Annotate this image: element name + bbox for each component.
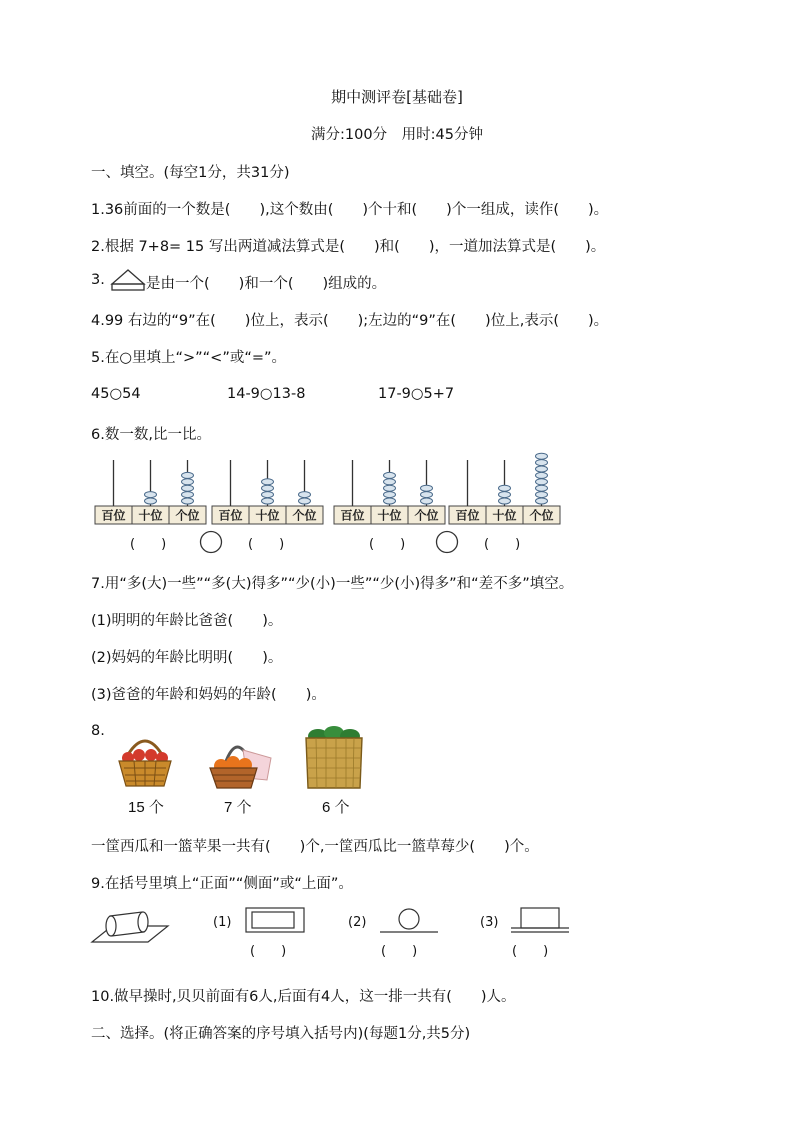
abacus-paren-2: ( ) bbox=[248, 537, 285, 552]
abacus-bead bbox=[536, 498, 548, 504]
compare-item-2: 14-9○13-8 bbox=[227, 386, 306, 402]
abacus-place-label: 个位 bbox=[414, 508, 439, 523]
view-paren-3: ( ) bbox=[512, 944, 549, 959]
abacus-bead bbox=[299, 492, 311, 498]
abacus-bead bbox=[262, 498, 274, 504]
abacus-paren-4: ( ) bbox=[484, 537, 521, 552]
compare-circle-1 bbox=[199, 530, 223, 554]
abacus-bead bbox=[262, 492, 274, 498]
abacus-place-label: 个位 bbox=[175, 508, 200, 523]
orange-count: 7 个 bbox=[224, 799, 252, 816]
abacus-bead bbox=[262, 485, 274, 491]
abacus-bead bbox=[536, 453, 548, 459]
front-view-rectangle-icon bbox=[244, 906, 306, 934]
question-7-1: (1)明明的年龄比爸爸( )。 bbox=[91, 613, 283, 629]
watermelon-basket-icon bbox=[302, 724, 366, 790]
abacus-bead bbox=[499, 498, 511, 504]
abacus-paren-3: ( ) bbox=[369, 537, 406, 552]
question-3-number: 3. bbox=[91, 272, 105, 288]
abacus-bead bbox=[499, 492, 511, 498]
question-4: 4.99 右边的“9”在( )位上，表示( );左边的“9”在( )位上,表示( )。 bbox=[91, 313, 609, 329]
cylinder-on-board-icon bbox=[90, 908, 170, 946]
abacus-place-label: 十位 bbox=[377, 508, 402, 523]
page-subtitle: 满分:100分 用时:45分钟 bbox=[311, 127, 483, 143]
abacus-bead bbox=[182, 479, 194, 485]
strawberry-basket-icon bbox=[114, 728, 176, 790]
abacus-bead bbox=[299, 498, 311, 504]
view-label-3: (3) bbox=[480, 915, 499, 930]
abacus-bead bbox=[384, 479, 396, 485]
view-label-1: (1) bbox=[213, 915, 232, 930]
abacus-place-label: 个位 bbox=[292, 508, 317, 523]
abacus-place-label: 百位 bbox=[455, 508, 480, 523]
abacus-bead bbox=[145, 492, 157, 498]
abacus-bead bbox=[182, 485, 194, 491]
page-title: 期中测评卷[基础卷] bbox=[331, 88, 463, 106]
abacus-bead bbox=[182, 492, 194, 498]
abacus-place-label: 个位 bbox=[529, 508, 554, 523]
question-1: 1.36前面的一个数是( ),这个数由( )个十和( )个一组成，读作( )。 bbox=[91, 202, 609, 218]
abacus-place-label: 百位 bbox=[218, 508, 243, 523]
abacus-bead bbox=[384, 492, 396, 498]
abacus-bead bbox=[536, 479, 548, 485]
abacus-bead bbox=[536, 466, 548, 472]
abacus-bead bbox=[262, 479, 274, 485]
abacus-bead bbox=[536, 472, 548, 478]
abacus-bead bbox=[384, 498, 396, 504]
question-8-text: 一筐西瓜和一篮苹果一共有( )个,一筐西瓜比一篮草莓少( )个。 bbox=[91, 839, 539, 855]
strawberry-count: 15 个 bbox=[128, 799, 164, 816]
abacus-bead bbox=[182, 498, 194, 504]
question-7-2: (2)妈妈的年龄比明明( )。 bbox=[91, 650, 283, 666]
question-7-3: (3)爸爸的年龄和妈妈的年龄( )。 bbox=[91, 687, 326, 703]
top-view-rectangle-icon bbox=[509, 906, 571, 936]
compare-item-1: 45○54 bbox=[91, 386, 141, 402]
abacus-bead bbox=[421, 492, 433, 498]
view-label-2: (2) bbox=[348, 915, 367, 930]
watermelon-count: 6 个 bbox=[322, 799, 350, 816]
question-8: 8. bbox=[91, 723, 105, 739]
question-9: 9.在括号里填上“正面”“侧面”或“上面”。 bbox=[91, 876, 353, 892]
abacus-bead bbox=[384, 485, 396, 491]
abacus-bead bbox=[536, 485, 548, 491]
abacus-bead bbox=[536, 492, 548, 498]
section-1-heading: 一、填空。(每空1分，共31分) bbox=[91, 165, 290, 181]
compare-item-3: 17-9○5+7 bbox=[378, 386, 455, 402]
abacus-bead bbox=[145, 498, 157, 504]
compare-circle-2 bbox=[435, 530, 459, 554]
abacus-bead bbox=[182, 472, 194, 478]
question-2: 2.根据 7+8= 15 写出两道减法算式是( )和( )，一道加法算式是( )。 bbox=[91, 239, 606, 255]
view-paren-2: ( ) bbox=[381, 944, 418, 959]
question-7: 7.用“多(大)一些”“多(大)得多”“少(小)一些”“少(小)得多”和“差不多”填空。 bbox=[91, 576, 574, 592]
orange-basket-icon bbox=[207, 730, 273, 790]
question-6: 6.数一数,比一比。 bbox=[91, 427, 211, 443]
abacus-bead bbox=[421, 498, 433, 504]
abacus-place-label: 百位 bbox=[340, 508, 365, 523]
abacus-place-label: 十位 bbox=[255, 508, 280, 523]
question-5: 5.在○里填上“>”“<”或“=”。 bbox=[91, 350, 287, 366]
abacus-bead bbox=[499, 485, 511, 491]
abacus-place-label: 百位 bbox=[101, 508, 126, 523]
abacus-bead bbox=[421, 485, 433, 491]
abacus-place-label: 十位 bbox=[492, 508, 517, 523]
abacus-bead bbox=[384, 472, 396, 478]
side-view-circle-icon bbox=[378, 906, 440, 936]
question-10: 10.做早操时,贝贝前面有6人,后面有4人，这一排一共有( )人。 bbox=[91, 989, 516, 1005]
abacus-bead bbox=[536, 460, 548, 466]
section-2-heading: 二、选择。(将正确答案的序号填入括号内)(每题1分,共5分) bbox=[91, 1026, 471, 1042]
abacus-paren-1: ( ) bbox=[130, 537, 167, 552]
abacus-place-label: 十位 bbox=[138, 508, 163, 523]
view-paren-1: ( ) bbox=[250, 944, 287, 959]
question-3-text: 是由一个( )和一个( )组成的。 bbox=[146, 276, 387, 292]
